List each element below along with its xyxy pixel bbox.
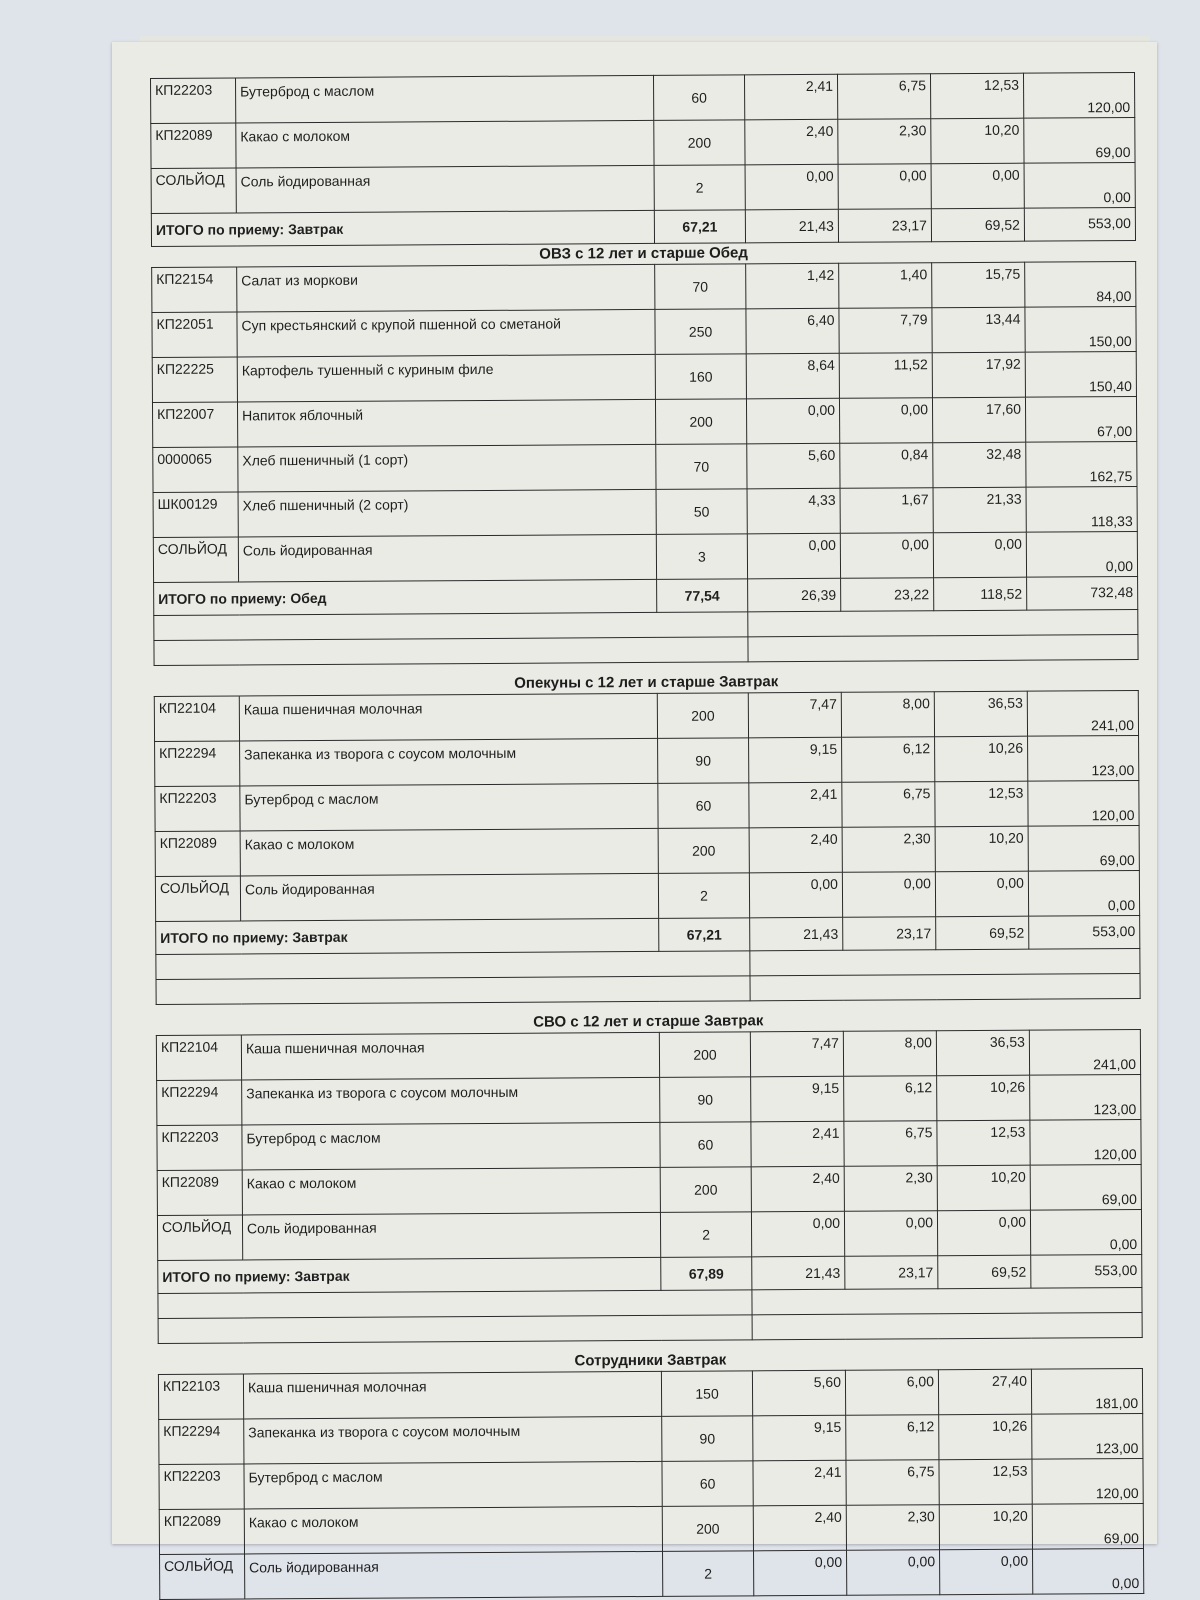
table-row: [152, 306, 1136, 357]
protein-cell: 9,15: [751, 1076, 844, 1122]
table-row: [153, 486, 1137, 537]
empty-cell: [750, 973, 1140, 1000]
carbohydrate-cell: 10,26: [937, 1075, 1030, 1121]
dish-code-cell: КП22104: [154, 696, 239, 742]
menu-table: [158, 1368, 1144, 1600]
dish-code-cell: 0000065: [153, 447, 238, 493]
dish-name-cell: Какао с молоком: [244, 1506, 662, 1554]
portion-weight-cell: 90: [660, 1077, 751, 1123]
carbohydrate-cell: 17,92: [932, 352, 1025, 398]
portion-weight-cell: 50: [656, 489, 747, 535]
empty-cell: [752, 1287, 1142, 1314]
table-row: [155, 825, 1139, 876]
menu-table: [156, 1029, 1143, 1344]
energy-value-cell: 123,00: [1032, 1413, 1143, 1459]
table-row: [154, 690, 1138, 741]
portion-weight-cell: 60: [662, 1461, 753, 1507]
protein-cell: 0,00: [751, 1211, 844, 1257]
table-row: [157, 1074, 1141, 1125]
dish-name-cell: Соль йодированная: [236, 165, 654, 213]
energy-value-cell: 123,00: [1030, 1074, 1141, 1120]
protein-cell: 9,15: [749, 737, 842, 783]
menu-table: [151, 261, 1138, 666]
protein-cell: 2,41: [744, 74, 837, 120]
dish-name-cell: Салат из моркови: [237, 264, 655, 312]
portion-weight-cell: 150: [661, 1371, 752, 1417]
carbohydrate-cell: 12,53: [935, 781, 1028, 827]
portion-weight-cell: 2: [658, 873, 749, 919]
table-row: [157, 1164, 1141, 1215]
empty-cell: [158, 1315, 752, 1344]
dish-name-cell: Хлеб пшеничный (1 сорт): [238, 444, 656, 492]
section-title: СВО с 12 лет и старше Завтрак: [533, 1012, 764, 1031]
dish-code-cell: КП22203: [159, 1464, 244, 1510]
portion-weight-cell: 90: [662, 1416, 753, 1462]
table-row: [159, 1458, 1143, 1509]
table-row: [151, 72, 1135, 123]
fat-cell: 6,00: [845, 1370, 938, 1416]
portion-weight-cell: 2: [654, 165, 745, 211]
portion-weight-cell: 200: [658, 828, 749, 874]
energy-value-cell: 0,00: [1026, 531, 1137, 577]
energy-value-cell: 120,00: [1028, 780, 1139, 826]
energy-value-cell: 69,00: [1028, 825, 1139, 871]
carbohydrate-cell: 0,00: [935, 871, 1028, 917]
dish-code-cell: КП22089: [151, 123, 236, 169]
table-row: [152, 261, 1136, 312]
dish-name-cell: Запеканка из творога с соусом молочным: [240, 738, 658, 786]
total-weight-cell: 67,21: [659, 918, 750, 952]
empty-cell: [154, 612, 748, 641]
energy-value-cell: 123,00: [1028, 735, 1139, 781]
dish-name-cell: Каша пшеничная молочная: [243, 1371, 661, 1419]
table-row: [153, 531, 1137, 582]
dish-code-cell: СОЛЬЙОД: [151, 168, 236, 214]
fat-cell: 1,67: [840, 488, 933, 534]
total-energy-cell: 553,00: [1024, 207, 1135, 241]
protein-cell: 2,41: [749, 782, 842, 828]
protein-cell: 2,40: [753, 1505, 846, 1551]
carbohydrate-cell: 0,00: [937, 1210, 1030, 1256]
dish-code-cell: СОЛЬЙОД: [160, 1554, 245, 1600]
dish-code-cell: КП22104: [156, 1035, 241, 1081]
total-carbohydrate-cell: 69,52: [938, 1255, 1031, 1289]
carbohydrate-cell: 10,26: [935, 736, 1028, 782]
menu-section: [158, 1348, 1144, 1600]
energy-value-cell: 241,00: [1027, 690, 1138, 736]
total-weight-cell: 77,54: [657, 579, 748, 613]
menu-section: [156, 1009, 1143, 1344]
energy-value-cell: 162,75: [1026, 441, 1137, 487]
total-fat-cell: 23,17: [845, 1256, 938, 1290]
menu-section: [154, 670, 1141, 1005]
fat-cell: 0,00: [842, 872, 935, 918]
menu-section: [151, 241, 1139, 666]
table-row: [158, 1368, 1142, 1419]
fat-cell: 0,00: [847, 1550, 940, 1596]
protein-cell: 5,60: [747, 443, 840, 489]
energy-value-cell: 150,40: [1025, 351, 1136, 397]
carbohydrate-cell: 10,20: [939, 1504, 1032, 1550]
dish-name-cell: Соль йодированная: [240, 873, 658, 921]
table-row: [159, 1503, 1143, 1554]
carbohydrate-cell: 32,48: [933, 442, 1026, 488]
portion-weight-cell: 60: [653, 75, 744, 121]
protein-cell: 2,40: [749, 827, 842, 873]
menu-document: [150, 72, 1144, 1600]
carbohydrate-cell: 0,00: [931, 163, 1024, 209]
empty-cell: [156, 951, 750, 980]
empty-cell: [158, 1290, 752, 1319]
table-row: [160, 1548, 1144, 1599]
table-row: [155, 780, 1139, 831]
portion-weight-cell: 200: [655, 399, 746, 445]
fat-cell: 2,30: [838, 119, 931, 165]
energy-value-cell: 120,00: [1023, 72, 1134, 118]
portion-weight-cell: 200: [657, 693, 748, 739]
energy-value-cell: 241,00: [1029, 1029, 1140, 1075]
portion-weight-cell: 70: [655, 264, 746, 310]
dish-code-cell: КП22089: [155, 831, 240, 877]
dish-code-cell: СОЛЬЙОД: [155, 876, 240, 922]
menu-table: [150, 72, 1136, 247]
portion-weight-cell: 160: [655, 354, 746, 400]
protein-cell: 0,00: [749, 872, 842, 918]
fat-cell: 6,75: [837, 74, 930, 120]
total-label: ИТОГО по приему: Завтрак: [156, 918, 659, 954]
portion-weight-cell: 200: [662, 1506, 753, 1552]
carbohydrate-cell: 0,00: [940, 1549, 1033, 1595]
fat-cell: 8,00: [841, 692, 934, 738]
table-row: [159, 1413, 1143, 1464]
dish-code-cell: КП22103: [158, 1374, 243, 1420]
fat-cell: 2,30: [846, 1505, 939, 1551]
empty-cell: [156, 976, 750, 1005]
empty-cell: [750, 948, 1140, 975]
total-row: [151, 207, 1135, 246]
fat-cell: 0,00: [844, 1211, 937, 1257]
dish-name-cell: Бутерброд с маслом: [242, 1122, 660, 1170]
energy-value-cell: 67,00: [1025, 396, 1136, 442]
fat-cell: 1,40: [839, 263, 932, 309]
fat-cell: 6,75: [846, 1460, 939, 1506]
fat-cell: 0,00: [840, 533, 933, 579]
total-energy-cell: 732,48: [1027, 576, 1138, 610]
portion-weight-cell: 250: [655, 309, 746, 355]
energy-value-cell: 69,00: [1032, 1503, 1143, 1549]
dish-code-cell: КП22203: [157, 1125, 242, 1171]
carbohydrate-cell: 0,00: [933, 532, 1026, 578]
energy-value-cell: 120,00: [1030, 1119, 1141, 1165]
protein-cell: 8,64: [746, 353, 839, 399]
energy-value-cell: 69,00: [1030, 1164, 1141, 1210]
section-title: ОВЗ с 12 лет и старше Обед: [539, 244, 748, 263]
section-title: Сотрудники Завтрак: [574, 1351, 727, 1370]
total-protein-cell: 26,39: [748, 578, 841, 612]
carbohydrate-cell: 36,53: [936, 1030, 1029, 1076]
table-row: [157, 1209, 1141, 1260]
protein-cell: 2,40: [745, 119, 838, 165]
carbohydrate-cell: 21,33: [933, 487, 1026, 533]
protein-cell: 0,00: [747, 533, 840, 579]
energy-value-cell: 69,00: [1024, 117, 1135, 163]
empty-cell: [154, 637, 748, 666]
dish-code-cell: КП22294: [155, 741, 240, 787]
dish-name-cell: Соль йодированная: [245, 1551, 663, 1599]
fat-cell: 8,00: [843, 1031, 936, 1077]
total-label: ИТОГО по приему: Обед: [154, 579, 657, 615]
dish-name-cell: Какао с молоком: [236, 120, 654, 168]
dish-name-cell: Суп крестьянский с крупой пшенной со сметаной: [237, 309, 655, 357]
dish-name-cell: Запеканка из творога с соусом молочным: [242, 1077, 660, 1125]
total-protein-cell: 21,43: [752, 1256, 845, 1290]
energy-value-cell: 118,33: [1026, 486, 1137, 532]
dish-code-cell: КП22294: [157, 1080, 242, 1126]
dish-name-cell: Напиток яблочный: [237, 399, 655, 447]
menu-section: [150, 72, 1136, 247]
carbohydrate-cell: 13,44: [932, 307, 1025, 353]
fat-cell: 7,79: [839, 308, 932, 354]
energy-value-cell: 120,00: [1032, 1458, 1143, 1504]
portion-weight-cell: 2: [660, 1212, 751, 1258]
total-carbohydrate-cell: 69,52: [931, 208, 1024, 242]
energy-value-cell: 84,00: [1025, 261, 1136, 307]
portion-weight-cell: 200: [660, 1167, 751, 1213]
carbohydrate-cell: 12,53: [937, 1120, 1030, 1166]
energy-value-cell: 150,00: [1025, 306, 1136, 352]
fat-cell: 0,00: [839, 398, 932, 444]
dish-name-cell: Хлеб пшеничный (2 сорт): [238, 489, 656, 537]
total-fat-cell: 23,17: [838, 209, 931, 243]
table-row: [157, 1119, 1141, 1170]
total-carbohydrate-cell: 69,52: [936, 916, 1029, 950]
dish-code-cell: КП22154: [152, 267, 237, 313]
dish-name-cell: Запеканка из творога с соусом молочным: [244, 1416, 662, 1464]
carbohydrate-cell: 10,20: [935, 826, 1028, 872]
section-title: Опекуны с 12 лет и старше Завтрак: [514, 673, 779, 692]
total-energy-cell: 553,00: [1029, 915, 1140, 949]
empty-cell: [748, 634, 1138, 661]
protein-cell: 2,41: [753, 1460, 846, 1506]
carbohydrate-cell: 27,40: [938, 1369, 1031, 1415]
dish-code-cell: КП22007: [152, 402, 237, 448]
total-energy-cell: 553,00: [1031, 1254, 1142, 1288]
fat-cell: 2,30: [842, 827, 935, 873]
table-row: [156, 1029, 1140, 1080]
dish-name-cell: Картофель тушенный с куриным филе: [237, 354, 655, 402]
dish-name-cell: Какао с молоком: [242, 1167, 660, 1215]
portion-weight-cell: 3: [656, 534, 747, 580]
dish-code-cell: КП22294: [159, 1419, 244, 1465]
fat-cell: 0,00: [838, 164, 931, 210]
portion-weight-cell: 70: [656, 444, 747, 490]
protein-cell: 9,15: [753, 1415, 846, 1461]
protein-cell: 0,00: [746, 398, 839, 444]
table-row: [151, 162, 1135, 213]
portion-weight-cell: 2: [663, 1551, 754, 1597]
carbohydrate-cell: 15,75: [932, 262, 1025, 308]
energy-value-cell: 0,00: [1024, 162, 1135, 208]
dish-code-cell: КП22203: [151, 78, 236, 124]
table-row: [153, 441, 1137, 492]
carbohydrate-cell: 10,26: [939, 1414, 1032, 1460]
protein-cell: 0,00: [754, 1550, 847, 1596]
protein-cell: 1,42: [746, 263, 839, 309]
protein-cell: 4,33: [747, 488, 840, 534]
energy-value-cell: 0,00: [1030, 1209, 1141, 1255]
total-weight-cell: 67,89: [661, 1257, 752, 1291]
dish-name-cell: Бутерброд с маслом: [236, 75, 654, 123]
total-fat-cell: 23,22: [841, 578, 934, 612]
protein-cell: 2,40: [751, 1166, 844, 1212]
portion-weight-cell: 60: [660, 1122, 751, 1168]
portion-weight-cell: 90: [658, 738, 749, 784]
fat-cell: 11,52: [839, 353, 932, 399]
dish-name-cell: Каша пшеничная молочная: [239, 693, 657, 741]
total-protein-cell: 21,43: [750, 917, 843, 951]
fat-cell: 6,12: [846, 1415, 939, 1461]
protein-cell: 7,47: [750, 1031, 843, 1077]
protein-cell: 6,40: [746, 308, 839, 354]
portion-weight-cell: 200: [654, 120, 745, 166]
carbohydrate-cell: 36,53: [934, 691, 1027, 737]
dish-code-cell: ШК00129: [153, 492, 238, 538]
fat-cell: 2,30: [844, 1166, 937, 1212]
energy-value-cell: 0,00: [1028, 870, 1139, 916]
empty-cell: [752, 1312, 1142, 1339]
energy-value-cell: 181,00: [1031, 1368, 1142, 1414]
fat-cell: 6,12: [842, 737, 935, 783]
protein-cell: 0,00: [745, 164, 838, 210]
protein-cell: 2,41: [751, 1121, 844, 1167]
carbohydrate-cell: 12,53: [939, 1459, 1032, 1505]
empty-cell: [748, 609, 1138, 636]
dish-code-cell: СОЛЬЙОД: [157, 1215, 242, 1261]
dish-code-cell: КП22203: [155, 786, 240, 832]
total-label: ИТОГО по приему: Завтрак: [158, 1257, 661, 1293]
menu-table: [154, 690, 1141, 1005]
dish-code-cell: КП22225: [152, 357, 237, 403]
dish-name-cell: Какао с молоком: [240, 828, 658, 876]
portion-weight-cell: 60: [658, 783, 749, 829]
dish-name-cell: Соль йодированная: [242, 1212, 660, 1260]
fat-cell: 6,75: [844, 1121, 937, 1167]
energy-value-cell: 0,00: [1033, 1548, 1144, 1594]
total-weight-cell: 67,21: [654, 210, 745, 244]
fat-cell: 0,84: [840, 443, 933, 489]
total-carbohydrate-cell: 118,52: [934, 577, 1027, 611]
fat-cell: 6,75: [842, 782, 935, 828]
table-row: [155, 735, 1139, 786]
dish-name-cell: Соль йодированная: [238, 534, 656, 582]
carbohydrate-cell: 12,53: [930, 73, 1023, 119]
dish-name-cell: Бутерброд с маслом: [244, 1461, 662, 1509]
total-fat-cell: 23,17: [843, 917, 936, 951]
fat-cell: 6,12: [844, 1076, 937, 1122]
carbohydrate-cell: 10,20: [937, 1165, 1030, 1211]
table-row: [155, 870, 1139, 921]
table-row: [152, 396, 1136, 447]
dish-name-cell: Бутерброд с маслом: [240, 783, 658, 831]
portion-weight-cell: 200: [659, 1032, 750, 1078]
total-label: ИТОГО по приему: Завтрак: [151, 210, 654, 246]
dish-code-cell: КП22089: [159, 1509, 244, 1555]
carbohydrate-cell: 17,60: [932, 397, 1025, 443]
protein-cell: 7,47: [748, 692, 841, 738]
dish-code-cell: СОЛЬЙОД: [153, 537, 238, 583]
table-row: [152, 351, 1136, 402]
dish-name-cell: Каша пшеничная молочная: [241, 1032, 659, 1080]
protein-cell: 5,60: [752, 1370, 845, 1416]
total-protein-cell: 21,43: [745, 209, 838, 243]
dish-code-cell: КП22051: [152, 312, 237, 358]
table-row: [151, 117, 1135, 168]
carbohydrate-cell: 10,20: [931, 118, 1024, 164]
dish-code-cell: КП22089: [157, 1170, 242, 1216]
